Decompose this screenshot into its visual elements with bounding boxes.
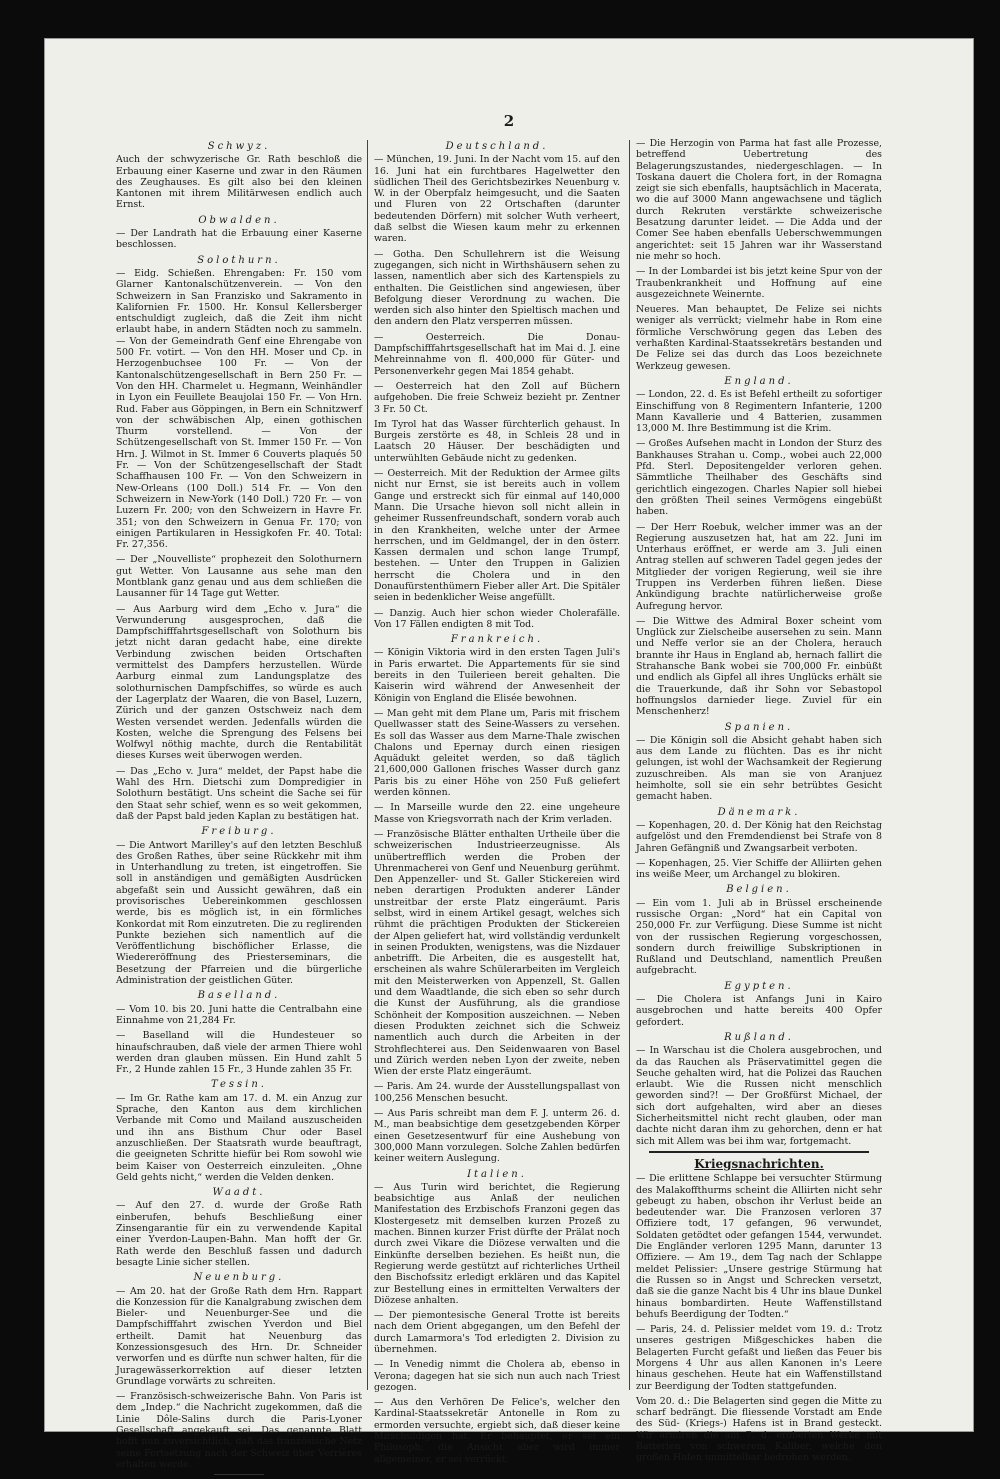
article-paragraph: — Man geht mit dem Plane um, Paris mit frischem Quellwasser statt des Seine-Wassers zu versehen. Es soll das Wasser aus dem Marne-Thale zwischen Chalons und Epernay durch einen riesigen Aquädukt geleitet werden, so daß täglich 21,600,000 Gallonen frisches Wasser durch ganz Paris bis zu einer Höhe von 250 Fuß geliefert werden können. xyxy=(374,707,620,799)
section-heading: Egypten. xyxy=(724,980,794,992)
article-paragraph: — Die erlittene Schlappe bei versuchter Stürmung des Malakoffthurms scheint die Alliirten nicht sehr gebeugt zu haben, obschon ihr Verlust beide an bedeutender war. Die Franzosen verloren 37 Offiziere todt, 17 gefangen, 96 verwundet, Soldaten getödtet oder gefangen 1544, verwundet. Die Engländer verloren 1295 Mann, darunter 13 Offiziere. — Am 19., dem Tag nach der Schlappe meldet Pelissier: „Unsere gestrige Stürmung hat die Russen so in Angst und Schrecken versetzt, daß sie die ganze Nacht bis 4 Uhr ins blaue Dunkel hinaus bombardirten. Heute Waffenstillstand behufs Beerdigung der Todten.“ xyxy=(636,1173,882,1320)
section-heading: Kriegsnachrichten. xyxy=(694,1156,824,1171)
section-heading: Obwalden. xyxy=(198,214,280,226)
article-paragraph: — Oesterreich hat den Zoll auf Büchern aufgehoben. Die freie Schweiz bezieht pr. Zentner 3 Fr. 50 Ct. xyxy=(374,380,620,415)
section-heading: Frankreich. xyxy=(450,634,544,646)
article-paragraph: — In der Lombardei ist bis jetzt keine Spur von der Traubenkrankheit und Hoffnung auf eine ausgezeichnete Weinernte. xyxy=(636,266,882,300)
newspaper-page xyxy=(44,38,974,1470)
section-rule xyxy=(649,1151,869,1153)
article-paragraph: — Die Herzogin von Parma hat fast alle Prozesse, betreffend Uebertretung des Belagerungszustandes, niedergeschlagen. — In Toskana dauert die Cholera fort, in der Romagna zeigt sie sich ebenfalls, hauptsächlich in Macerata, wo die auf 3000 Mann angewachsene und täglich durch Rekruten verstärkte schweizerische Besatzung darunter leidet. — Die Adda und der Comer See haben ebenfalls Ueberschwemmungen angerichtet: seit 15 Jahren war ihr Wasserstand nie mehr so hoch. xyxy=(636,138,882,262)
article-paragraph: — In Warschau ist die Cholera ausgebrochen, und da das Rauchen als Präservatimittel gegen die Seuche gehalten wird, hat die Polizei das Rauchen erlaubt. Wie die Russen nicht menschlich geworden sind?! — Der Großfürst Michael, der sich dort aufgehalten, wird aber an dieses Sicherheitsmittel nicht recht glauben, oder man dachte nicht daran ihm zu gehorchen, denn er hat sich mit Allem was bei ihm war, fortgemacht. xyxy=(636,1045,882,1147)
article-paragraph: — Die Wittwe des Admiral Boxer scheint vom Unglück zur Zielscheibe ausersehen zu sein. Mann und Neffe verlor sie an der Cholera, herauch brannte ihr Haus in England ab, hernach fallirt die Strahansche Bank wobei sie 700,000 Fr. einbüßt und endlich als Gipfel all ihres Unglücks erhält sie die Trauerkunde, daß ihr Sohn vor Sebastopol hoffnungslos darnieder liege. Zuviel für ein Menschenherz! xyxy=(636,615,882,718)
page-number: 2 xyxy=(503,112,515,130)
article-paragraph: — Ein vom 1. Juli ab in Brüssel erscheinende russische Organ: „Nord“ hat ein Capital von 250,000 Fr. zur Verfügung. Diese Summe ist nicht von der russischen Regierung vorgeschossen, sondern durch freiwillige Subskriptionen in Rußland und Deutschland, namentlich Preußen aufgebracht. xyxy=(636,897,882,977)
section-heading: Baselland. xyxy=(197,990,281,1002)
article-paragraph: — Aus Turin wird berichtet, die Regierung beabsichtige aus Anlaß der neulichen Manifestation des Erzbischofs Franzoni gegen das Klostergesetz mit demselben kurzen Prozeß zu machen. Binnen kurzer Frist dürfte der Prälat noch durch zwei Vikare die Diözese verwalten und die Einkünfte derselben beziehen. Es heißt nun, die Regierung werde gestützt auf richterliches Urtheil den Bischofssitz erledigt erklären und das Kapitel zur Bestellung eines in ermittelten Verwalters der Diözese anhalten. xyxy=(374,1181,620,1306)
article-paragraph: — London, 22. d. Es ist Befehl ertheilt zu sofortiger Einschiffung von 8 Regimentern Infanterie, 1200 Mann Kavallerie und 4 Batterien, zusammen 13,000 M. Ihre Bestimmung ist die Krim. xyxy=(636,389,882,435)
article-paragraph: Auch der schwyzerische Gr. Rath beschloß die Erbauung einer Kaserne und zwar in den Räumen des Zeughauses. Es gilt also bei den kleinen Kantonen mit ihrem Militärwesen endlich auch Ernst. xyxy=(116,154,362,211)
article-paragraph: — Der Landrath hat die Erbauung einer Kaserne beschlossen. xyxy=(116,228,362,251)
article-paragraph: — Aus Aarburg wird dem „Echo v. Jura“ die Verwunderung ausgesprochen, daß die Dampfschifffahrtsgesellschaft von Solothurn bis jetzt nicht daran gedacht habe, eine direkte Verbindung zwischen beiden Ortschaften vermittelst des Dampfers herzustellen. Würde Aarburg einmal zum Landungsplatze des solothurnischen Dampfschiffes, so würde es auch der Lagerplatz der Waaren, die von Basel, Luzern, Zürich und der ganzen Ostschweiz nach dem Westen versendet werden. Jedenfalls würden die Kosten, welche die Sprengung des Felsens bei Wolfwyl nöthig machte, durch die Rentabilität dieses Kurses weit überwogen werden. xyxy=(116,603,362,762)
article-paragraph: — Aus den Verhören De Felice's, welcher den Kardinal-Staatssekretär Antonelle in Rom zu ermorden versuchte, ergiebt sich, daß dieser keine Mitschuldigen hat. Er behauptet, er sei ein Philosoph; die Ansicht aber wird immer allgemeiner, er sei verrückt. xyxy=(374,1397,620,1465)
article-paragraph: — Baselland will die Hundesteuer so hinaufschrauben, daß viele der armen Thiere wohl werden dran glauben müssen. Ein Hund zahlt 5 Fr., 2 Hunde zahlen 15 Fr., 3 Hunde zahlen 35 Fr. xyxy=(116,1030,362,1076)
article-paragraph: — Paris, 24. d. Pelissier meldet vom 19. d.: Trotz unseres gestrigen Mißgeschickes haben die Belagerten Furcht gefaßt und ließen das Feuer bis Morgens 4 Uhr aus allen Kanonen in's Leere hinaus geschehen. Heute hat ein Waffenstillstand zur Beerdigung der Todten stattgefunden. xyxy=(636,1324,882,1392)
article-paragraph: — Gotha. Den Schullehrern ist die Weisung zugegangen, sich nicht in Wirthshäusern sehen zu lassen, namentlich aber sich des Kartenspiels zu enthalten. Die Geistlichen sind angewiesen, über Befolgung dieser Verordnung zu wachen. Die werden sich also hinter den Spieltisch machen und den andern den Platz versperren müssen. xyxy=(374,248,620,328)
article-paragraph: — Aus Paris schreibt man dem F. J. unterm 26. d. M., man beabsichtige dem gesetzgebenden Körper einen Gesetzesentwurf für eine Aushebung von 300,000 Mann vorzulegen. Solche Zahlen bedürfen keiner weitern Auslegung. xyxy=(374,1108,620,1165)
section-heading: Rußland. xyxy=(724,1031,794,1043)
article-paragraph: — Am 20. hat der Große Rath dem Hrn. Rappart die Konzession für die Kanalgrabung zwischen dem Bieler- und Neuenburger-See und die Dampfschifffahrt zwischen Yverdon und Biel ertheilt. Damit hat Neuenburg das Konzessionsgesuch des Hrn. Dr. Schneider verworfen und es dürfte nun schwer halten, für die Juragewässerkorrektion auf dieser letzten Grundlage vorwärts zu schreiten. xyxy=(116,1285,362,1387)
article-paragraph: — München, 19. Juni. In der Nacht vom 15. auf den 16. Juni hat ein furchtbares Hagelwetter den südlichen Theil des Gerichtsbezirkes Neuenburg v. W. in der Oberpfalz heimgesucht, und die Saaten und Fluren von 22 Ortschaften (darunter bedeutenden Dörfern) mit solcher Wuth verheert, daß selbst die Wiesen kaum mehr zu erkennen waren. xyxy=(374,154,620,245)
section-heading: Freiburg. xyxy=(201,826,277,838)
column-left xyxy=(116,138,362,1479)
article-paragraph: — Im Gr. Rathe kam am 17. d. M. ein Anzug zur Sprache, den Kanton aus dem kirchlichen Verbande mit Como und Mailand auszuscheiden und ihn ans Bisthum Chur oder Basel anzuschließen. Der Staatsrath wurde beauftragt, die geeigneten Schritte hiefür bei Rom sowohl wie beim Kaiser von Oesterreich einzuleiten. „Ohne Geld gehts nicht,“ werden die Velden denken. xyxy=(116,1092,362,1183)
section-heading: Dänemark. xyxy=(717,806,801,818)
article-paragraph: — Kopenhagen, 20. d. Der König hat den Reichstag aufgelöst und den Fremdendienst bei Strafe von 8 Jahren Gefängniß und Zwangsarbeit verboten. xyxy=(636,819,882,854)
article-paragraph: — Königin Viktoria wird in den ersten Tagen Juli's in Paris erwartet. Die Appartements für sie sind bereits in den Tuilerieen bereit gehalten. Die Kaiserin wird während der Anwesenheit der Königin von England die Elisée bewohnen. xyxy=(374,647,620,704)
article-paragraph: — In Marseille wurde den 22. eine ungeheure Masse von Kriegsvorrath nach der Krim verladen. xyxy=(374,802,620,825)
article-paragraph: — Vom 10. bis 20. Juni hatte die Centralbahn eine Einnahme von 21,284 Fr. xyxy=(116,1003,362,1026)
article-paragraph: — Großes Aufsehen macht in London der Sturz des Bankhauses Strahan u. Comp., wobei auch 22,000 Pfd. Sterl. Depositengelder verloren gehen. Sämmtliche Theilhaber des Geschäfts sind gerichtlich eingezogen. Charles Napier soll hiebei den größten Theil seines Vermögens eingebüßt haben. xyxy=(636,438,882,518)
article-paragraph: — In Venedig nimmt die Cholera ab, ebenso in Verona; dagegen hat sie sich nun auch nach Triest gezogen. xyxy=(374,1359,620,1393)
column-divider xyxy=(629,140,630,1390)
article-paragraph: Im Tyrol hat das Wasser fürchterlich gehaust. In Burgeis zerstörte es 48, in Schleis 28 und in Laatsch 20 Häuser. Der beschädigten und unterwühlten Gebäude nicht zu gedenken. xyxy=(374,418,620,464)
article-paragraph: — Oesterreich. Mit der Reduktion der Armee gilts nicht nur Ernst, sie ist bereits auch in vollem Gange und erstreckt sich für einmal auf 140,000 Mann. Die Ursache hievon soll nicht allein in geheimer Russenfreundschaft, sondern vorab auch in den Krankheiten, welche unter der Armee herrschen, und im Geldmangel, der in den österr. Kassen dermalen und schon lange Trumpf, bestehen. — Unter den Truppen in Galizien herrscht die Cholera und in den Donaufürstenthümern Fieber aller Art. Die Spitäler seien in bedenklicher Weise angefüllt. xyxy=(374,468,620,604)
section-heading: Belgien. xyxy=(726,884,792,896)
section-heading: Italien. xyxy=(467,1168,527,1180)
article-paragraph: — Der piemontesische General Trotte ist bereits nach dem Orient abgegangen, um den Befehl der durch Lamarmora's Tod erledigten 2. Division zu übernehmen. xyxy=(374,1310,620,1355)
article-paragraph: — Kopenhagen, 25. Vier Schiffe der Alliirten gehen ins weiße Meer, um Archangel zu blokiren. xyxy=(636,857,882,881)
article-paragraph: — Der Herr Roebuk, welcher immer was an der Regierung auszusetzen hat, hat am 22. Juni im Unterhaus eröffnet, er werde am 3. Juli einen Antrag stellen auf schweren Tadel gegen jedes der Mitglieder der vorigen Regierung, weil sie ihre Truppen ins Verderben führen ließen. Diese Ankündigung brachte natürlicherweise große Aufregung hervor. xyxy=(636,521,882,612)
section-heading: Deutschland. xyxy=(445,141,549,152)
section-heading: Solothurn. xyxy=(197,254,281,266)
article-paragraph: — Die Cholera ist Anfangs Juni in Kairo ausgebrochen und hatte bereits 400 Opfer gefordert. xyxy=(636,994,882,1028)
article-paragraph: — Paris. Am 24. wurde der Ausstellungspallast von 100,256 Menschen besucht. xyxy=(374,1081,620,1104)
article-paragraph: — Die Königin soll die Absicht gehabt haben sich aus dem Lande zu flüchten. Das es ihr nicht gelungen, ist wohl der Wachsamkeit der Regierung zuzuschreiben. Als man sie von Aranjuez heimholte, soll sie ein sehr betrübtes Gesicht gemacht haben. xyxy=(636,734,882,803)
article-paragraph: — Französische Blätter enthalten Urtheile über die schweizerischen Industrieerzeugnisse. Als unübertrefflich werden die Proben der Uhrenmacherei von Genf und Neuenburg gerühmt. Den Appenzeller- und St. Galler Stickereien wird neben derartigen Produkten anderer Länder unstreitbar der erste Platz eingeräumt. Paris selbst, wird in einem Artikel gesagt, welches sich rühmt die prächtigen Produkten der Stickereien der Alpen geliefert hat, wird vollständig verdunkelt in seinen Produkten, wenigstens, was die Nizdauer anbetrifft. Die Arbeiten, die es ausgestellt hat, erscheinen als wahre Schülerarbeiten im Vergleich mit den Meisterwerken von Appenzell, St. Gallen und dem Waadtlande, die sich eben so sehr durch die Kunst der Ausführung, als die grandiose Schönheit der Komposition auszeichnen. — Neben diesen Produkten zeichnet sich die Schweiz namentlich auch durch die Arbeiten in der Strohflechterei aus. Den Seidenwaaren von Basel und Zürich werden neben Lyon der zweite, neben Wien der erste Platz eingeräumt. xyxy=(374,828,620,1078)
article-paragraph: — Auf den 27. d. wurde der Große Rath einberufen, behufs Beschließung einer Zinsengarantie für ein zu verwendende Kapital einer Yverdon-Laupen-Bahn. Man hofft der Gr. Rath werde den Beschluß fassen und dadurch besagte Linie sicher stellen. xyxy=(116,1200,362,1268)
article-paragraph: Neueres. Man behauptet, De Felize sei nichts weniger als verrückt; vielmehr habe in Rom eine förmliche Verschwörung gegen das Leben des verhaßten Kardinal-Staatssekretärs bestanden und De Felize sei das durch das Loos bezeichnete Werkzeug gewesen. xyxy=(636,304,882,372)
section-rule xyxy=(214,1474,264,1475)
column-divider xyxy=(367,140,368,1390)
article-paragraph: — Französisch-schweizerische Bahn. Von Paris ist dem „Indep.“ die Nachricht zugekommen, daß die Linie Dôle-Salins durch die Paris-Lyoner Gesellschaft angekauft sei. Das genannte Blatt hofft nun zuversichtlich, daß das französische Netz seine Fortsetzung nach der Schweiz über Verrières erhalten werde. xyxy=(116,1391,362,1470)
column-middle xyxy=(374,138,620,1469)
article-paragraph: — Oesterreich. Die Donau-Dampfschifffahrtsgesellschaft hat im Mai d. J. eine Mehreinnahme von fl. 400,000 für Güter- und Personenverkehr gegen Mai 1854 gehabt. xyxy=(374,331,620,377)
section-heading: Tessin. xyxy=(211,1079,267,1091)
section-heading: Spanien. xyxy=(724,721,794,733)
article-paragraph: — Das „Echo v. Jura“ meldet, der Papst habe die Wahl des Hrn. Dietschi zum Dompredigier in Solothurn bestätigt. Uns scheint die Sache sei für den Staat sehr schief, wenn es so weit gekommen, daß der Papst bald jeden Kaplan zu bestätigen hat. xyxy=(116,765,362,822)
section-heading: Waadt. xyxy=(212,1187,266,1199)
article-paragraph: Vom 20. d.: Die Belagerten sind gegen die Mitte zu scharf bedrängt. Die fliessende Vorstadt am Ende des Süd- (Kriegs-) Hafens ist in Brand gesteckt. Wir armiren die am 7. d. eroberten Werke mit Batterien von schwerem Kaliber, welche den großen Hafen unmittelbar bedrohen werden. xyxy=(636,1395,882,1464)
section-heading: England. xyxy=(724,375,794,387)
article-paragraph: — Der „Nouvelliste“ prophezeit den Solothurnern gut Wetter. Von Lausanne aus sehe man den Montblank ganz genau und aus dem schließen die Lausanner für 14 Tage gut Wetter. xyxy=(116,554,362,600)
column-right xyxy=(636,138,882,1468)
section-heading: Neuenburg. xyxy=(193,1272,285,1284)
article-paragraph: — Danzig. Auch hier schon wieder Cholerafälle. Von 17 Fällen endigten 8 mit Tod. xyxy=(374,607,620,630)
section-heading: Schwyz. xyxy=(207,141,271,152)
article-paragraph: — Die Antwort Marilley's auf den letzten Beschluß des Großen Rathes, über seine Rückkehr mit ihm in Unterhandlung zu treten, ist eingetroffen. Sie soll in anständigen und gemäßigten Ausdrücken abgefaßt sein und Aussicht gewähren, daß ein provisorisches Uebereinkommen geschlossen werde, bis es möglich ist, in ein förmliches Konkordat mit Rom einzutreten. Die zu reglirenden Punkte beziehen sich namentlich auf die Veröffentlichung bischöflicher Erlasse, die Wiedereröffnung des Priesterseminars, die Besetzung der Pfarreien und die bürgerliche Administration der geistlichen Güter. xyxy=(116,839,362,987)
article-paragraph: — Eidg. Schießen. Ehrengaben: Fr. 150 vom Glarner Kantonalschützenverein. — Von den Schweizern in San Franzisko und Sakramento in Kalifornien Fr. 1500. Hr. Konsul Kellersberger entschuldigt zugleich, daß die Zeit ihm nicht erlaubt habe, in andern Städten noch zu sammeln. — Von der Gemeindrath Genf eine Ehrengabe von 500 Fr. votirt. — Von den HH. Moser und Cp. in Herzogenbuchsee 100 Fr. — Von der Kantonalschützengesellschaft in Bern 250 Fr. — Von den HH. Charmelet u. Hegmann, Weinhändler in Lyon ein Feuillete Beaujolai 150 Fr. — Von Hrn. Rud. Faber aus Göppingen, in Bern ein Schnitzwerf von der schwäbischen Alp, einen gothischen Thurm vorstellend. — Von der Schützengesellschaft von St. Immer 150 Fr. — Von Hrn. J. Wilmot in St. Immer 6 Couverts plaqués 50 Fr. — Von der Schützengesellschaft der Stadt Schaffhausen 100 Fr. — Von den Schweizern in New-Orleans (100 Doll.) 514 Fr. — Von den Schweizern in New-York (140 Doll.) 720 Fr. — von Luzern Fr. 200; von den Schweizern in Havre Fr. 351; von den Schweizern in Genua Fr. 170; von einigen Partikularen in Hessigkofen Fr. 40. Total: Fr. 27,356. xyxy=(116,267,362,551)
